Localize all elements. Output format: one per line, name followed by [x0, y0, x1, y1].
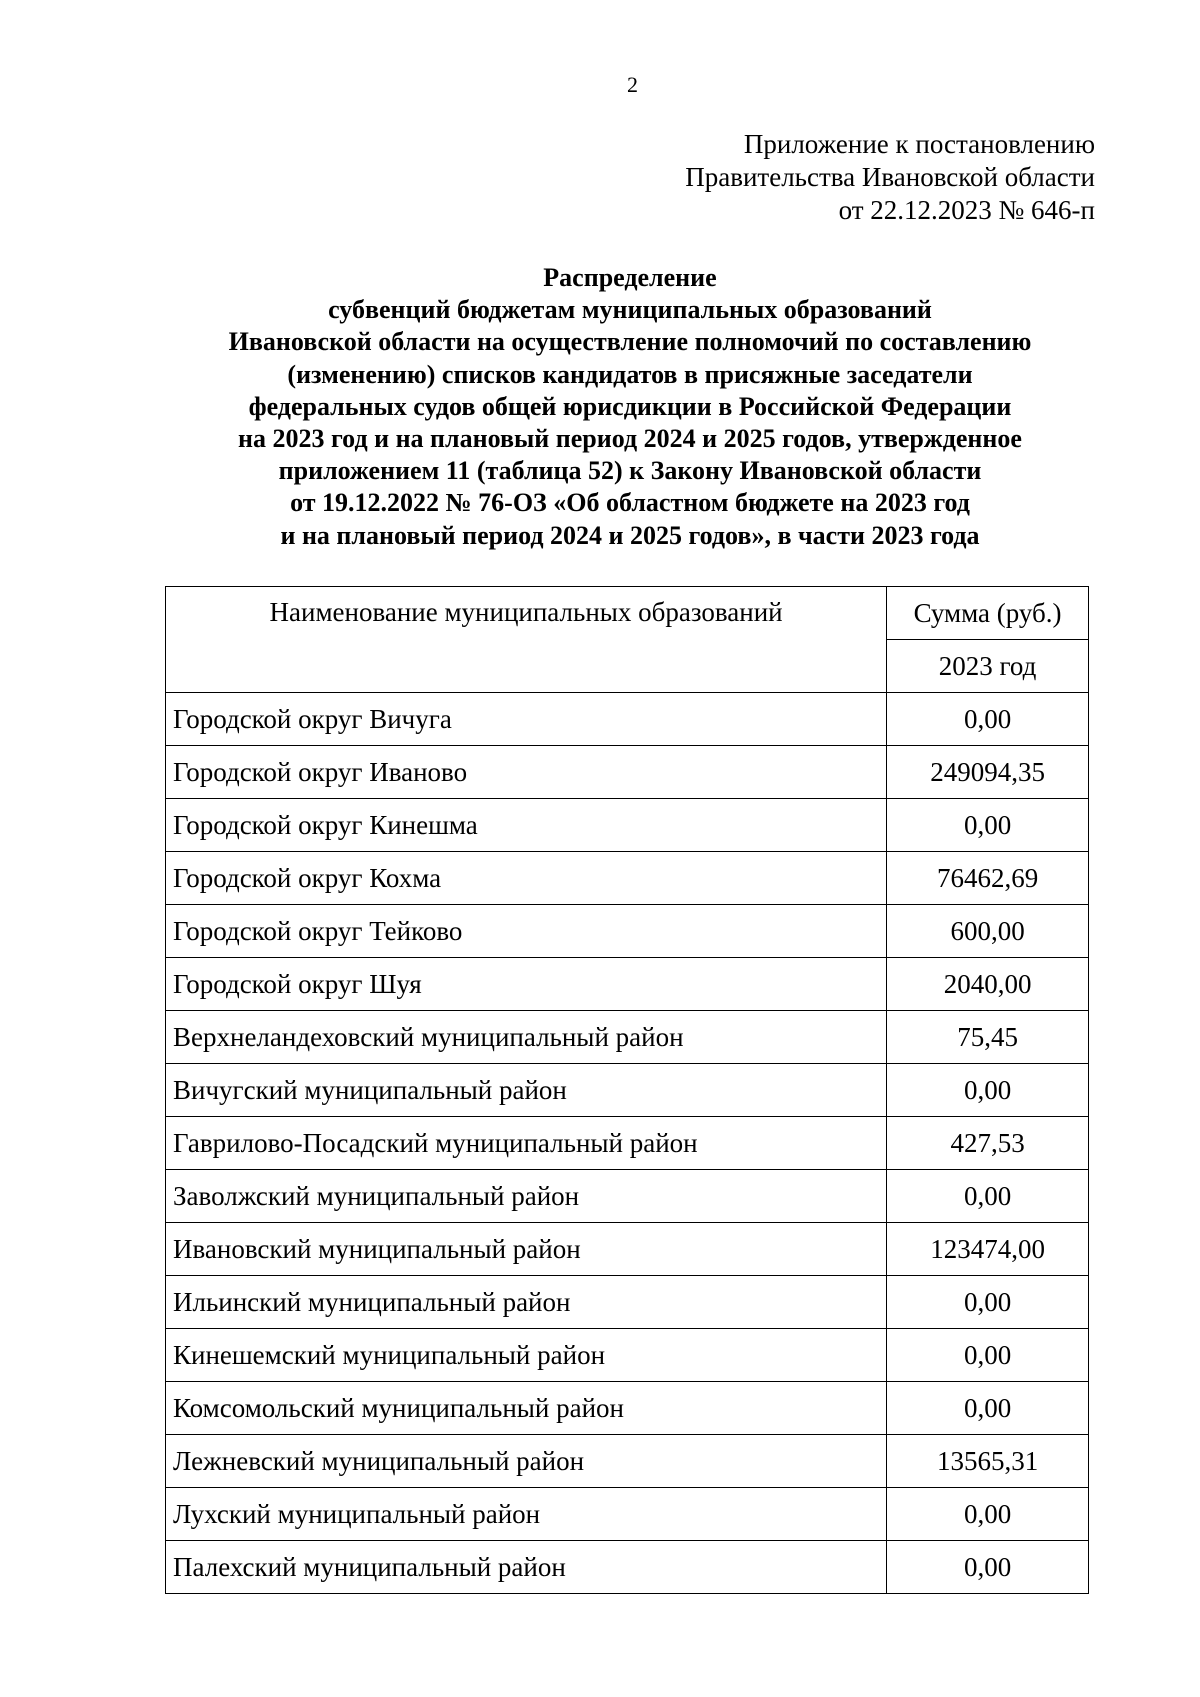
title-line: приложением 11 (таблица 52) к Закону Ивановской области [278, 456, 982, 486]
table-row [166, 693, 1089, 746]
table-row [166, 905, 1089, 958]
municipality-name-cell: Заволжский муниципальный район [166, 1170, 887, 1223]
table-row [166, 852, 1089, 905]
amount-cell: 75,45 [887, 1011, 1089, 1064]
municipality-name-cell: Ильинский муниципальный район [166, 1276, 887, 1329]
municipality-name-cell: Городской округ Иваново [166, 746, 887, 799]
table-row [166, 746, 1089, 799]
title-line: федеральных судов общей юрисдикции в Российской Федерации [248, 391, 1012, 421]
table-row [166, 1011, 1089, 1064]
municipality-name-cell: Ивановский муниципальный район [166, 1223, 887, 1276]
header-sum-cell: Сумма (руб.) [887, 587, 1089, 640]
municipality-name-cell: Лежневский муниципальный район [166, 1435, 887, 1488]
distribution-table [165, 586, 1089, 1594]
amount-cell: 76462,69 [887, 852, 1089, 905]
amount-cell: 123474,00 [887, 1223, 1089, 1276]
table-row [166, 1488, 1089, 1541]
amount-cell: 249094,35 [887, 746, 1089, 799]
amount-cell: 0,00 [887, 693, 1089, 746]
title-line: от 19.12.2022 № 76-ОЗ «Об областном бюджете на 2023 год [290, 488, 970, 518]
title-line: субвенций бюджетам муниципальных образований [328, 295, 932, 325]
municipality-name-cell: Кинешемский муниципальный район [166, 1329, 887, 1382]
table-row [166, 1170, 1089, 1223]
municipality-name-cell: Палехский муниципальный район [166, 1541, 887, 1594]
header-name-cell: Наименование муниципальных образований [166, 587, 887, 693]
table-row [166, 1117, 1089, 1170]
municipality-name-cell: Городской округ Вичуга [166, 693, 887, 746]
municipality-name-cell: Городской округ Шуя [166, 958, 887, 1011]
amount-cell: 2040,00 [887, 958, 1089, 1011]
table-header-row [166, 587, 1089, 640]
municipality-name-cell: Вичугский муниципальный район [166, 1064, 887, 1117]
title-line: (изменению) списков кандидатов в присяжные заседатели [287, 359, 973, 389]
municipality-name-cell: Городской округ Кинешма [166, 799, 887, 852]
amount-cell: 600,00 [887, 905, 1089, 958]
municipality-name-cell: Лухский муниципальный район [166, 1488, 887, 1541]
amount-cell: 0,00 [887, 1276, 1089, 1329]
amount-cell: 0,00 [887, 1329, 1089, 1382]
title-line: и на плановый период 2024 и 2025 годов», в части 2023 года [280, 520, 980, 550]
table-row [166, 1382, 1089, 1435]
amount-cell: 13565,31 [887, 1435, 1089, 1488]
amount-cell: 0,00 [887, 1170, 1089, 1223]
appendix-line: от 22.12.2023 № 646-п [838, 195, 1095, 225]
table-row [166, 1541, 1089, 1594]
appendix-line: Приложение к постановлению [743, 129, 1095, 159]
municipality-name-cell: Верхнеландеховский муниципальный район [166, 1011, 887, 1064]
municipality-name-cell: Городской округ Кохма [166, 852, 887, 905]
title-line: Ивановской области на осуществление полномочий по составлению [228, 327, 1032, 357]
page-number: 2 [627, 72, 638, 97]
amount-cell: 0,00 [887, 1382, 1089, 1435]
amount-cell: 0,00 [887, 1064, 1089, 1117]
amount-cell: 0,00 [887, 1488, 1089, 1541]
appendix-line: Правительства Ивановской области [685, 162, 1095, 192]
amount-cell: 0,00 [887, 1541, 1089, 1594]
table-row [166, 1329, 1089, 1382]
table-row [166, 958, 1089, 1011]
amount-cell: 427,53 [887, 1117, 1089, 1170]
table-row [166, 1064, 1089, 1117]
amount-cell: 0,00 [887, 799, 1089, 852]
header-year-cell: 2023 год [887, 640, 1089, 693]
table-row [166, 1223, 1089, 1276]
appendix-header [685, 128, 1095, 227]
document-title [160, 262, 1100, 552]
title-line: Распределение [543, 263, 717, 292]
table-row [166, 1435, 1089, 1488]
municipality-name-cell: Гаврилово-Посадский муниципальный район [166, 1117, 887, 1170]
title-line: на 2023 год и на плановый период 2024 и 2025 годов, утвержденное [238, 424, 1022, 454]
table-row [166, 1276, 1089, 1329]
municipality-name-cell: Комсомольский муниципальный район [166, 1382, 887, 1435]
municipality-name-cell: Городской округ Тейково [166, 905, 887, 958]
table-row [166, 799, 1089, 852]
